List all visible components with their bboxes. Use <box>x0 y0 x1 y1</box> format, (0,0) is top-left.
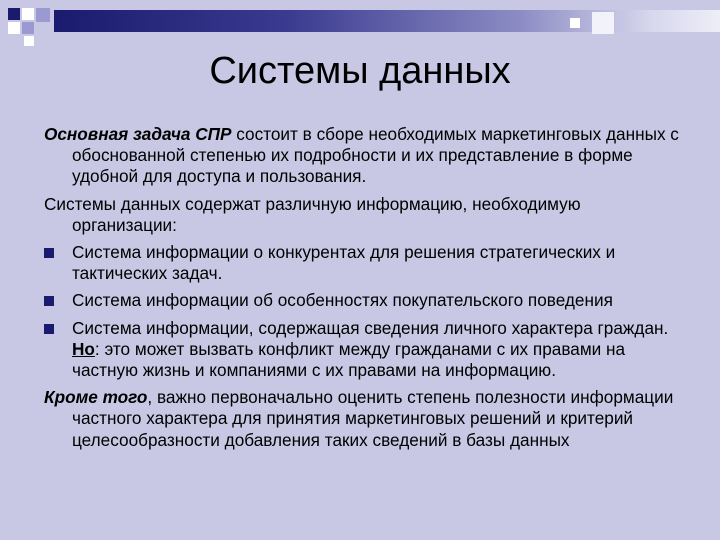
paragraph-text: состоит в сборе необходимых маркетинговых данных с обоснованной степенью их подробности и их представление в форме удобной для доступа и пользования. <box>72 124 679 187</box>
header-gradient-band <box>54 10 720 32</box>
paragraph-main-task <box>44 124 684 188</box>
paragraph-besides <box>44 387 684 451</box>
slide-body <box>44 124 684 451</box>
bullet-square-icon <box>44 324 54 334</box>
decor-square <box>8 22 20 34</box>
list-item <box>44 242 684 284</box>
decor-square <box>36 8 50 22</box>
paragraph-text: Системы данных содержат различную информацию, необходимую организации: <box>44 193 581 235</box>
bullet-square-icon <box>44 296 54 306</box>
list-item-text: Система информации, содержащая сведения личного характера граждан. <box>72 317 669 338</box>
decor-square <box>22 22 34 34</box>
decor-square <box>592 12 614 34</box>
paragraph-text: , важно первоначально оценить степень полезности информации частного характера для принятия маркетинговых решений и критерий целесообразности добавления таких сведений в базы данных <box>72 387 674 450</box>
emphasis-lead: Кроме того <box>44 387 148 408</box>
list-item <box>44 318 684 382</box>
list-item-text: Система информации об особенностях покупательского поведения <box>72 290 613 311</box>
list-item-text: Система информации о конкурентах для решения стратегических и тактических задач. <box>72 242 616 284</box>
decor-square <box>22 8 34 20</box>
list-item-text: : это может вызвать конфликт между гражданами с их правами на частную жизнь и компаниями с их правами на информацию. <box>72 338 626 381</box>
slide-title: Системы данных <box>209 50 511 92</box>
list-item <box>44 290 684 311</box>
emphasis-lead: Основная задача СПР <box>44 124 232 144</box>
paragraph-data-systems <box>44 194 684 236</box>
emphasis-but: Но <box>72 338 95 359</box>
decor-square <box>8 8 20 20</box>
decor-square <box>570 18 580 28</box>
decor-square <box>24 36 34 46</box>
bullet-square-icon <box>44 248 54 258</box>
